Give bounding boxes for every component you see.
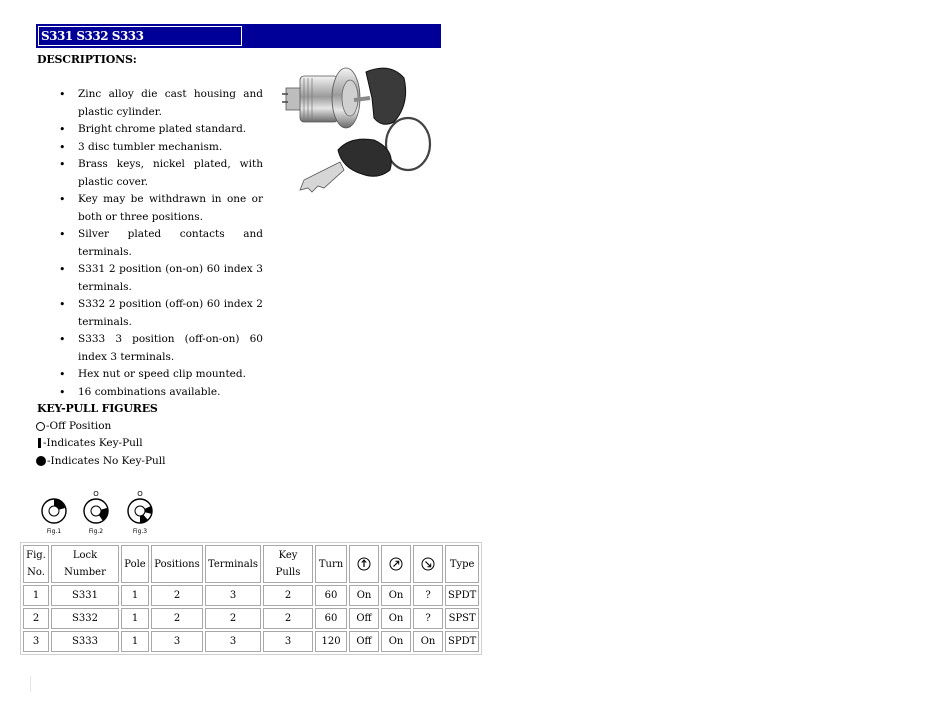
list-item: • 3 disc tumbler mechanism. — [37, 139, 263, 157]
divider — [30, 676, 31, 692]
cell-positions: 2 — [151, 585, 203, 606]
cell-position-2: On — [381, 631, 411, 652]
figure-top-mark: O — [93, 490, 99, 498]
cell-terminals: 3 — [205, 631, 261, 652]
bar-icon — [38, 438, 41, 448]
open-circle-icon — [36, 422, 45, 431]
cell-type: SPDT — [445, 585, 479, 606]
cell-pole: 1 — [121, 608, 149, 629]
cell-position-2: On — [381, 585, 411, 606]
cell-lock: S331 — [51, 585, 119, 606]
header-positions: Positions — [151, 545, 203, 583]
cell-key-pulls: 2 — [263, 608, 313, 629]
table-row — [23, 631, 479, 652]
list-item: • Zinc alloy die cast housing and plastic cylinder. — [37, 86, 263, 121]
cell-position-3: ? — [413, 608, 443, 629]
cell-key-pulls: 2 — [263, 585, 313, 606]
legend-key-pull — [36, 437, 143, 449]
cell-pole: 1 — [121, 631, 149, 652]
figure-1-diagram — [34, 488, 74, 526]
legend-text: -Indicates No Key-Pull — [47, 455, 166, 467]
header-terminals: Terminals — [205, 545, 261, 583]
list-item: • Brass keys, nickel plated, with plastic cover. — [37, 156, 263, 191]
cell-terminals: 2 — [205, 608, 261, 629]
table-row — [23, 585, 479, 606]
figure-label: Fig.1 — [46, 528, 62, 535]
filled-circle-icon — [36, 456, 46, 466]
up-right-arrow-circle-icon — [389, 557, 403, 571]
legend-text: -Off Position — [46, 420, 112, 432]
title-bar — [36, 24, 441, 48]
figure-2-diagram — [76, 488, 116, 526]
cell-lock: S333 — [51, 631, 119, 652]
list-item: • S331 2 position (on-on) 60 index 3 terminals. — [37, 261, 263, 296]
cell-positions: 3 — [151, 631, 203, 652]
legend-text: -Indicates Key-Pull — [43, 437, 143, 449]
header-pole: Pole — [121, 545, 149, 583]
legend-off-position — [36, 420, 111, 432]
header-text: Fig. — [26, 550, 46, 561]
header-fig-no — [23, 545, 49, 583]
figure-top-mark: O — [137, 490, 143, 498]
cell-turn: 60 — [315, 585, 347, 606]
list-item: • Hex nut or speed clip mounted. — [37, 366, 263, 384]
cell-fig: 1 — [23, 585, 49, 606]
key-pull-heading: KEY-PULL FIGURES — [37, 402, 158, 415]
cell-type: SPDT — [445, 631, 479, 652]
cell-position-2: On — [381, 608, 411, 629]
header-position-2 — [381, 545, 411, 583]
cell-position-3: On — [413, 631, 443, 652]
cell-turn: 120 — [315, 631, 347, 652]
list-item: • S332 2 position (off-on) 60 index 2 terminals. — [37, 296, 263, 331]
cell-lock: S332 — [51, 608, 119, 629]
list-item: • Key may be withdrawn in one or both or three positions. — [37, 191, 263, 226]
list-item: • Bright chrome plated standard. — [37, 121, 263, 139]
cell-position-1: Off — [349, 631, 379, 652]
figure-2 — [76, 488, 116, 538]
header-type: Type — [445, 545, 479, 583]
list-item: • S333 3 position (off-on-on) 60 index 3 terminals. — [37, 331, 263, 366]
cell-turn: 60 — [315, 608, 347, 629]
descriptions-heading: DESCRIPTIONS: — [37, 53, 137, 66]
cell-terminals: 3 — [205, 585, 261, 606]
header-position-1 — [349, 545, 379, 583]
cell-position-1: On — [349, 585, 379, 606]
figure-3-diagram — [120, 488, 160, 526]
list-item: • Silver plated contacts and terminals. — [37, 226, 263, 261]
cell-positions: 2 — [151, 608, 203, 629]
header-text: Number — [64, 567, 106, 578]
cell-type: SPST — [445, 608, 479, 629]
table-header-row — [23, 545, 479, 583]
table-row — [23, 608, 479, 629]
spec-table — [20, 542, 482, 655]
cell-pole: 1 — [121, 585, 149, 606]
header-text: Lock — [72, 550, 98, 561]
key-switch-with-keys-image — [278, 58, 438, 198]
list-item: • 16 combinations available. — [37, 384, 263, 402]
figure-label: Fig.2 — [88, 528, 104, 535]
legend-no-key-pull — [36, 455, 165, 467]
down-right-arrow-circle-icon — [421, 557, 435, 571]
figure-label: Fig.3 — [132, 528, 148, 535]
cell-key-pulls: 3 — [263, 631, 313, 652]
page-title: S331 S332 S333 — [38, 26, 242, 46]
figure-3 — [120, 488, 160, 538]
header-text: No. — [27, 567, 45, 578]
figure-1 — [34, 488, 74, 538]
cell-position-3: ? — [413, 585, 443, 606]
header-key-pulls: Key Pulls — [263, 545, 313, 583]
cell-fig: 3 — [23, 631, 49, 652]
cell-fig: 2 — [23, 608, 49, 629]
header-lock-number — [51, 545, 119, 583]
up-arrow-circle-icon — [357, 557, 371, 571]
descriptions-list — [37, 86, 263, 401]
header-turn: Turn — [315, 545, 347, 583]
cell-position-1: Off — [349, 608, 379, 629]
header-position-3 — [413, 545, 443, 583]
